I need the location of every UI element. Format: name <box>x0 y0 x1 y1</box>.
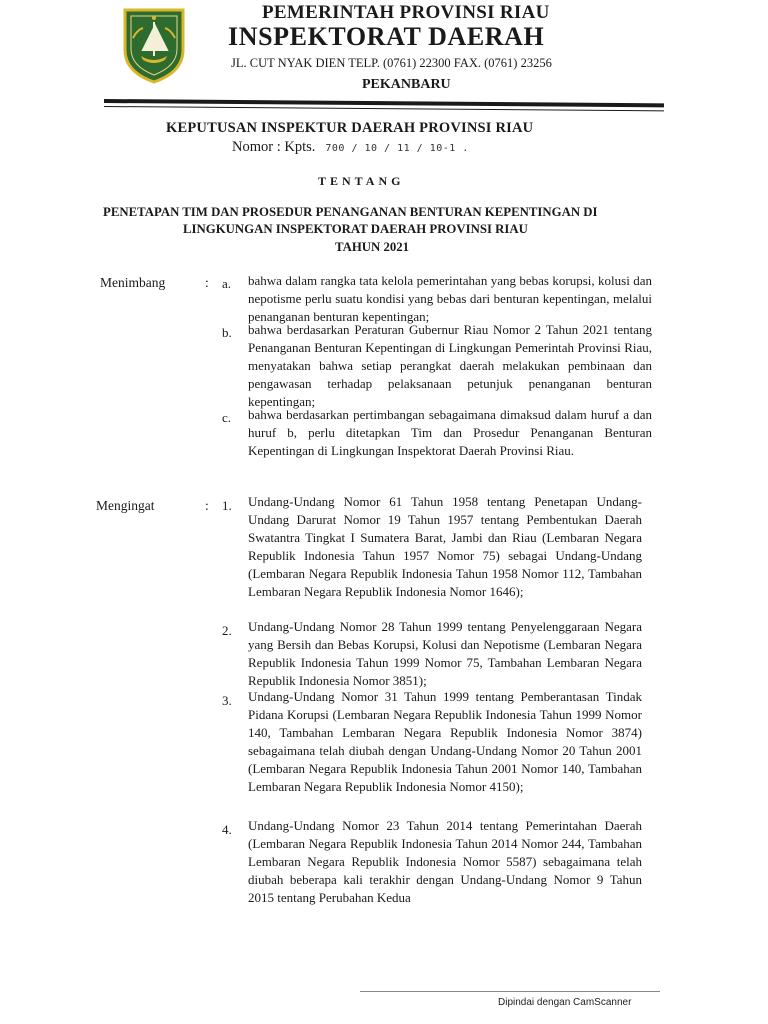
mengingat-item-2: Undang-Undang Nomor 28 Tahun 1999 tentang Penyelenggaraan Negara yang Bersih dan Bebas Korupsi, Kolusi dan Nepotisme (Lembaran Negara Republik Indonesia Tahun 1999 Nomor 75, Tambahan Lembaran Negara Republik Indonesia Nomor 3851); <box>248 619 642 688</box>
menimbang-mark-a: a. <box>222 276 232 291</box>
decree-number-value: 700 / 10 / 11 / 10-1 . <box>325 143 469 154</box>
subject-line-3: TAHUN 2021 <box>335 240 410 254</box>
letterhead-agency: INSPEKTORAT DAERAH <box>228 22 545 51</box>
menimbang-item-b: bahwa berdasarkan Peraturan Gubernur Riau Nomor 2 Tahun 2021 tentang Penanganan Benturan Kepentingan di Lingkungan Pemerintah Provinsi Riau, menyatakan bahwa setiap perangkat daerah melakukan pembinaan dan pengawasan terhadap pelaksanaan petunjuk penanganan benturan kepentingan; <box>248 322 652 409</box>
mengingat-label: Mengingat <box>96 498 155 513</box>
menimbang-mark-c: c. <box>222 410 232 425</box>
mengingat-item-3: Undang-Undang Nomor 31 Tahun 1999 tentang Pemberantasan Tindak Pidana Korupsi (Lembaran Negara Republik Indonesia Tahun 1999 Nomor 140, Tambahan Lembaran Negara Republik Indonesia Nomor 3874) sebagaimana telah diubah dengan Undang-Undang Nomor 20 Tahun 2001 (Lembaran Negara Republik Indonesia Tahun 2001 Nomor 140, Tambahan Lembaran Negara Republik Indonesia Nomor 4150); <box>248 689 642 794</box>
riau-province-emblem-icon <box>121 6 187 84</box>
mengingat-item-4: Undang-Undang Nomor 23 Tahun 2014 tentang Pemerintahan Daerah (Lembaran Negara Republik Indonesia Tahun 2014 Nomor 244, Tambahan Lembaran Negara Republik Indonesia Nomor 5587) sebagaimana telah diubah beberapa kali terakhir dengan Undang-Undang Nomor 9 Tahun 2015 tentang Perubahan Kedua <box>248 818 642 905</box>
scanner-watermark: Dipindai dengan CamScanner <box>498 997 632 1008</box>
letterhead-address: JL. CUT NYAK DIEN TELP. (0761) 22300 FAX. (0761) 23256 <box>231 56 552 70</box>
scanner-footer-divider <box>360 991 660 992</box>
decree-number-label: Nomor : Kpts. <box>232 139 316 155</box>
mengingat-mark-2: 2. <box>222 623 232 638</box>
mengingat-mark-1: 1. <box>222 498 232 513</box>
mengingat-mark-3: 3. <box>222 693 232 708</box>
decree-title: KEPUTUSAN INSPEKTUR DAERAH PROVINSI RIAU <box>166 120 534 136</box>
mengingat-colon: : <box>205 498 209 513</box>
subject-line-2: LINGKUNGAN INSPEKTORAT DAERAH PROVINSI RIAU <box>183 222 528 236</box>
menimbang-mark-b: b. <box>222 325 232 340</box>
mengingat-mark-4: 4. <box>222 822 232 837</box>
menimbang-label: Menimbang <box>100 275 166 290</box>
subject-line-1: PENETAPAN TIM DAN PROSEDUR PENANGANAN BENTURAN KEPENTINGAN DI <box>103 205 598 219</box>
menimbang-item-a: bahwa dalam rangka tata kelola pemerintahan yang bebas korupsi, kolusi dan nepotisme perlu suatu kondisi yang bebas dari benturan kepentingan, melalui penanganan benturan kepentingan; <box>248 273 652 324</box>
mengingat-item-1: Undang-Undang Nomor 61 Tahun 1958 tentang Penetapan Undang-Undang Darurat Nomor 19 Tahun 1957 tentang Pembentukan Daerah Swatantra Tingkat I Sumatera Barat, Jambi dan Riau (Lembaran Negara Republik Indonesia Tahun 1957 Nomor 75) sebagai Undang-Undang (Lembaran Negara Republik Indonesia Tahun 1958 Nomor 112, Tambahan Lembaran Negara Republik Indonesia Nomor 1646); <box>248 494 642 599</box>
menimbang-colon: : <box>205 275 209 290</box>
decree-number <box>232 139 469 156</box>
tentang-heading: TENTANG <box>318 174 405 188</box>
letterhead-city: PEKANBARU <box>362 77 451 92</box>
menimbang-item-c: bahwa berdasarkan pertimbangan sebagaimana dimaksud dalam huruf a dan huruf b, perlu ditetapkan Tim dan Prosedur Penanganan Benturan Kepentingan di Lingkungan Inspektorat Daerah Provinsi Riau. <box>248 407 652 458</box>
letterhead-government: PEMERINTAH PROVINSI RIAU <box>262 2 550 23</box>
letterhead-divider-thin <box>104 106 664 111</box>
